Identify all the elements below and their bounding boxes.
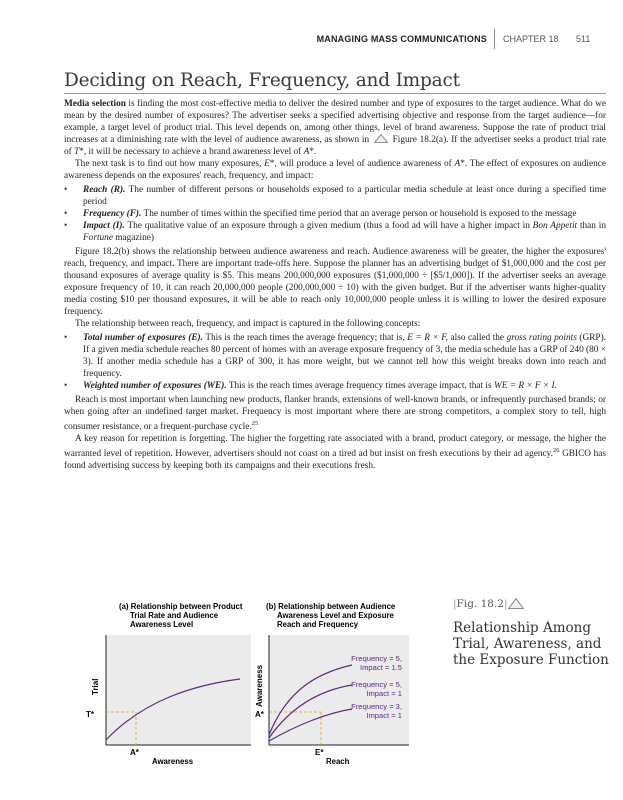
bullet-reach: • Reach (R). The number of different persons or households exposed to a particular media schedule at least once during a specified time period <box>64 184 606 208</box>
panel-a-a-star: A* <box>130 748 139 757</box>
paragraph-repetition: A key reason for repetition is forgetting. The higher the forgetting rate associated with a brand, product category, or message, the higher the warranted level of repetition. However, advertisers should not coast on a tired ad but insist on fresh executions by their ad agency.$^{26}$ GBICO has found advertising success by keeping both its campaigns and their executions fresh. <box>64 434 606 472</box>
header-divider <box>494 29 495 49</box>
bullet-impact: • Impact (I). The qualitative value of an exposure through a given medium (thus a food ad will have a higher impact in Bon Appetit than in Fortune magazine) <box>64 220 606 244</box>
panel-b-heading-line2: Awareness Level and Exposure <box>277 611 394 620</box>
panel-a-y-label: Trial <box>91 678 100 695</box>
running-header-section: MANAGING MASS COMMUNICATIONS <box>316 34 487 44</box>
bullet-frequency: • Frequency (F). The number of times within the specified time period that an average person or household is exposed to the message <box>64 208 606 220</box>
panel-b-heading-line3: Reach and Frequency <box>277 620 359 629</box>
panel-a-heading-line3: Awareness Level <box>130 620 194 629</box>
panel-b-curve2-label-line1: Frequency = 5, <box>351 680 402 689</box>
bullet-total-exposures: • Total number of exposures (E). This is the reach times the average frequency; that is, E = R × F, also called the gross rating points (GRP). If a given media schedule reaches 80 percent of homes with an average exposure frequency of 3, the media schedule has a GRP of 240 (80 × 3). If another media schedule has a GRP of 300, it has more weight, but we cannot tell how this weight breaks down into reach and frequency. <box>64 332 606 380</box>
body-text <box>64 98 606 472</box>
paragraph-concepts-intro: The relationship between reach, frequency, and impact is captured in the following concepts: <box>75 319 421 329</box>
panel-b-e-star: E* <box>315 748 324 757</box>
paragraph-exposures: The next task is to find out how many exposures, E*, will produce a level of audience awareness of A*. The effect of exposures on audience awareness depends on the exposures' reach, frequency, and impact: <box>64 159 606 181</box>
paragraph-media-selection: Media selection is finding the most cost-effective media to deliver the desired number and type of exposures to the target audience. What do we mean by the desired number of exposures? The advertiser seeks a specified advertising objective and response from the target audience—for example, a target level of product trial. This level depends on, among other things, level of brand awareness. Suppose the rate of product trial increases at a diminishing rate with the level of audience awareness, as shown in Figure 18.2(a). If the advertiser seeks a product trial rate of T*, it will be necessary to achieve a brand awareness level of A*. <box>64 99 607 157</box>
title-rule <box>64 93 606 94</box>
endnote-26[interactable]: 26 <box>552 447 560 455</box>
figure-number: |Fig. 18.2| <box>453 598 508 610</box>
panel-b-curve3-label-line2: Impact = 1 <box>366 711 402 720</box>
panel-b-heading-line1: (b) Relationship between Audience <box>266 602 396 611</box>
bullet-list-reach-frequency-impact <box>64 184 606 244</box>
panel-a-heading-line2: Trial Rate and Audience <box>130 611 219 620</box>
warning-triangle-icon[interactable] <box>374 134 388 143</box>
figure-panel-b <box>222 595 412 770</box>
paragraph-reach-importance: Reach is most important when launching new products, flanker brands, extensions of well-known brands, or infrequently purchased brands; or when going after an undefined target market. Frequency is most important where there are strong competitors, a complex story to tell, high consumer resistance, or a frequent-purchase cycle.$^{25}$ <box>64 395 606 433</box>
term-media-selection: Media selection <box>64 99 126 109</box>
panel-b-x-label: Reach <box>326 757 350 766</box>
panel-a-heading-line1: (a) Relationship between Product <box>119 602 243 611</box>
paragraph-tradeoffs: Figure 18.2(b) shows the relationship between audience awareness and reach. Audience awareness will be greater, the higher the exposures' reach, frequency, and impact. There are important trade-offs here. Suppose the planner has an advertising budget of $1,000,000 and the cost per thousand exposures of average quality is $5. This means 200,000,000 exposures ($1,000,000 ÷ [$5/1,000]). If the advertiser seeks an average exposure frequency of 10, it can reach 20,000,000 people (200,000,000 ÷ 10) with the given budget. But if the advertiser wants higher-quality media costing $10 per thousand exposures, it will be able to reach only 10,000,000 people unless it is willing to lower the desired exposure frequency. <box>64 247 606 317</box>
warning-triangle-icon[interactable] <box>508 598 524 609</box>
panel-a-x-label: Awareness <box>152 757 194 766</box>
bullet-list-exposures <box>64 332 606 392</box>
page-number: 511 <box>576 34 591 44</box>
panel-b-a-star: A* <box>255 710 264 719</box>
panel-b-curve3-label-line1: Frequency = 3, <box>351 702 402 711</box>
panel-b-curve1-label-line1: Frequency = 5, <box>351 654 402 663</box>
panel-b-y-label: Awareness <box>255 664 264 707</box>
figure-title: Relationship Among Trial, Awareness, and the Exposure Function <box>453 620 609 668</box>
panel-a-t-star: T* <box>86 710 94 719</box>
panel-b-curve1-label-line2: Impact = 1.5 <box>360 663 402 672</box>
endnote-25[interactable]: 25 <box>251 420 259 427</box>
bullet-weighted-exposures: • Weighted number of exposures (WE). This is the reach times average frequency times average impact, that is WE = R × F × I. <box>64 380 606 392</box>
section-title: Deciding on Reach, Frequency, and Impact <box>64 70 460 91</box>
panel-b-curve2-label-line2: Impact = 1 <box>366 689 402 698</box>
running-header-chapter: CHAPTER 18 <box>503 34 559 44</box>
